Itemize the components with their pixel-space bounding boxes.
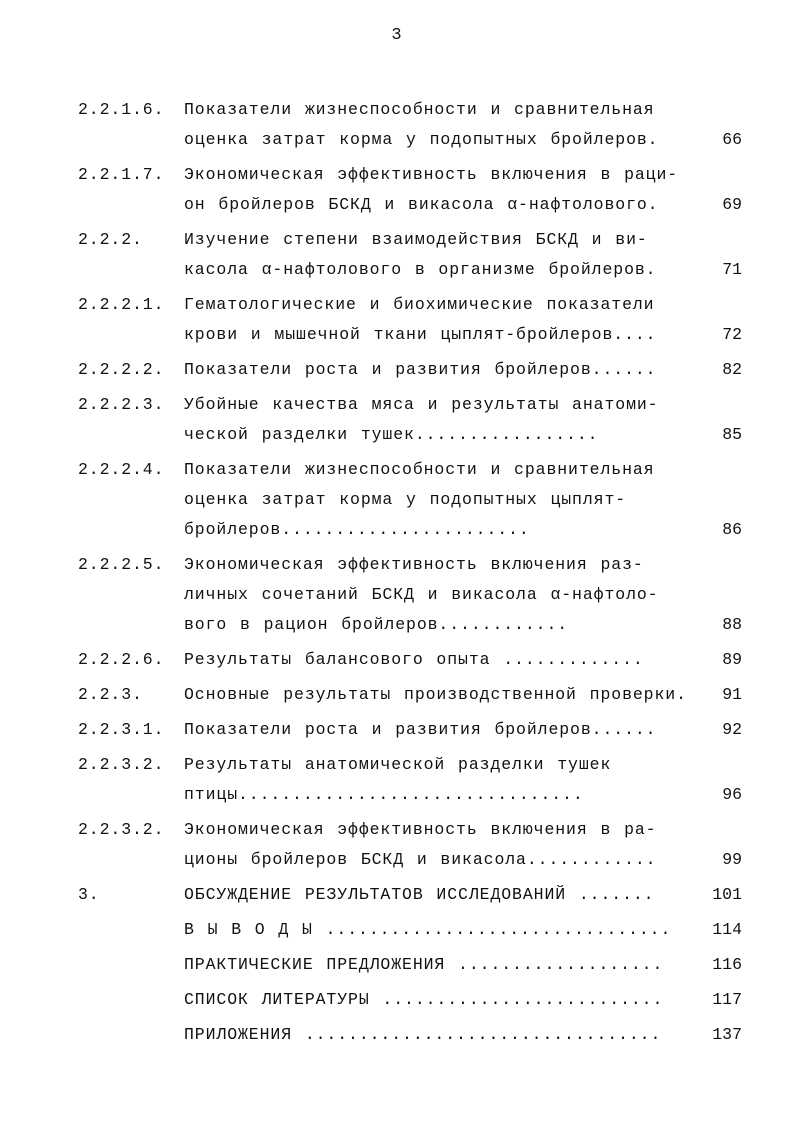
toc-entry-title (184, 95, 684, 155)
toc-entry (78, 985, 748, 1015)
toc-entry-page: 88 (722, 615, 742, 634)
toc-entry-title-line: СПИСОК ЛИТЕРАТУРЫ .......................... (184, 990, 664, 1009)
toc-entry (78, 815, 748, 875)
toc-entry-title-line: оценка затрат корма у подопытных бройлеров. (184, 130, 659, 149)
toc-entry-number: 2.2.1.7. (78, 165, 165, 184)
toc-entry (78, 950, 748, 980)
toc-entry-number: 2.2.3.2. (78, 820, 165, 839)
toc-entry-page: 92 (722, 720, 742, 739)
toc-entry (78, 645, 748, 675)
toc-entry-title (184, 355, 684, 385)
toc-entry-number: 2.2.3. (78, 685, 143, 704)
toc-entry-title-line: Убойные качества мяса и результаты анатоми- (184, 395, 659, 414)
toc-entry-title (184, 985, 684, 1015)
toc-entry-title-line: ческой разделки тушек................. (184, 425, 599, 444)
toc-entry (78, 95, 748, 155)
toc-entry (78, 550, 748, 640)
toc-entry (78, 715, 748, 745)
toc-entry-title-line: Экономическая эффективность включения в раци- (184, 165, 679, 184)
toc-entry-title-line: он бройлеров БСКД и викасола α-нафтолового. (184, 195, 659, 214)
toc-entry (78, 355, 748, 385)
toc-entry-title-line: личных сочетаний БСКД и викасола α-нафтоло- (184, 585, 659, 604)
toc-entry (78, 750, 748, 810)
toc-entry-title (184, 645, 684, 675)
page-number: 3 (391, 26, 403, 45)
toc-entry-page: 85 (722, 425, 742, 444)
toc-entry-title (184, 950, 684, 980)
toc-entry-title-line: В Ы В О Д Ы ................................ (184, 920, 672, 939)
toc-entry-title-line: Показатели жизнеспособности и сравнительная (184, 460, 655, 479)
toc-entry-title-line: касола α-нафтолового в организме бройлеров. (184, 260, 657, 279)
toc-entry-title-line: Результаты балансового опыта ............. (184, 650, 644, 669)
toc-entry (78, 915, 748, 945)
toc-entry-title-line: Экономическая эффективность включения раз- (184, 555, 644, 574)
toc-entry-number: 2.2.2. (78, 230, 143, 249)
toc-entry-title (184, 1020, 684, 1050)
toc-entry-title (184, 750, 684, 810)
toc-entry-title-line: птицы................................ (184, 785, 584, 804)
toc-entry-page: 117 (712, 990, 742, 1009)
toc-entry-title (184, 225, 684, 285)
toc-entry-title (184, 880, 684, 910)
toc-entry (78, 455, 748, 545)
toc-entry-title-line: Показатели роста и развития бройлеров...... (184, 720, 657, 739)
toc-entry-number: 2.2.2.1. (78, 295, 165, 314)
toc-entry (78, 160, 748, 220)
toc-entry-title-line: оценка затрат корма у подопытных цыплят- (184, 490, 627, 509)
toc-entry-title (184, 390, 684, 450)
toc-entry-page: 69 (722, 195, 742, 214)
toc-entry-title (184, 915, 684, 945)
toc-entry-title-line: ционы бройлеров БСКД и викасола............ (184, 850, 657, 869)
toc-entry (78, 680, 748, 710)
toc-entry-page: 96 (722, 785, 742, 804)
toc-entry-number: 2.2.2.3. (78, 395, 165, 414)
toc-entry-title (184, 715, 684, 745)
toc-entry-title-line: Гематологические и биохимические показатели (184, 295, 655, 314)
toc-entry-page: 66 (722, 130, 742, 149)
toc-entry-title-line: вого в рацион бройлеров............ (184, 615, 569, 634)
toc-entry (78, 1020, 748, 1050)
toc-entry-title-line: крови и мышечной ткани цыплят-бройлеров.... (184, 325, 657, 344)
toc-entry-page: 116 (712, 955, 742, 974)
toc-entry-number: 2.2.3.1. (78, 720, 165, 739)
toc-entry (78, 880, 748, 910)
toc-entry-number: 2.2.3.2. (78, 755, 165, 774)
toc-entry-title-line: Показатели роста и развития бройлеров...... (184, 360, 657, 379)
toc-entry-page: 89 (722, 650, 742, 669)
table-of-contents (78, 95, 748, 1055)
toc-entry-title-line: ПРАКТИЧЕСКИЕ ПРЕДЛОЖЕНИЯ ................... (184, 955, 664, 974)
toc-entry (78, 225, 748, 285)
toc-entry-page: 101 (712, 885, 742, 904)
toc-entry-title-line: Показатели жизнеспособности и сравнительная (184, 100, 655, 119)
toc-entry-title-line: Изучение степени взаимодействия БСКД и ви- (184, 230, 648, 249)
toc-entry-page: 86 (722, 520, 742, 539)
toc-entry (78, 390, 748, 450)
toc-entry-page: 82 (722, 360, 742, 379)
toc-entry-page: 114 (712, 920, 742, 939)
toc-entry-title (184, 680, 687, 710)
toc-entry-title-line: Основные результаты производственной проверки. (184, 685, 687, 704)
toc-entry (78, 290, 748, 350)
toc-entry-number: 2.2.1.6. (78, 100, 165, 119)
toc-entry-title-line: ПРИЛОЖЕНИЯ ................................. (184, 1025, 662, 1044)
toc-entry-number: 3. (78, 885, 100, 904)
toc-entry-page: 72 (722, 325, 742, 344)
toc-entry-number: 2.2.2.2. (78, 360, 165, 379)
toc-entry-title (184, 160, 684, 220)
toc-entry-title (184, 455, 684, 545)
toc-entry-page: 137 (712, 1025, 742, 1044)
toc-entry-title-line: бройлеров....................... (184, 520, 530, 539)
toc-entry-title (184, 815, 684, 875)
toc-entry-title-line: ОБСУЖДЕНИЕ РЕЗУЛЬТАТОВ ИССЛЕДОВАНИЙ ....... (184, 885, 655, 904)
toc-entry-title-line: Экономическая эффективность включения в ра- (184, 820, 657, 839)
toc-entry-title (184, 290, 684, 350)
toc-entry-number: 2.2.2.6. (78, 650, 165, 669)
toc-entry-page: 91 (722, 685, 742, 704)
toc-entry-title-line: Результаты анатомической разделки тушек (184, 755, 612, 774)
toc-entry-title (184, 550, 684, 640)
toc-entry-page: 99 (722, 850, 742, 869)
toc-entry-page: 71 (722, 260, 742, 279)
toc-entry-number: 2.2.2.4. (78, 460, 165, 479)
toc-entry-number: 2.2.2.5. (78, 555, 165, 574)
